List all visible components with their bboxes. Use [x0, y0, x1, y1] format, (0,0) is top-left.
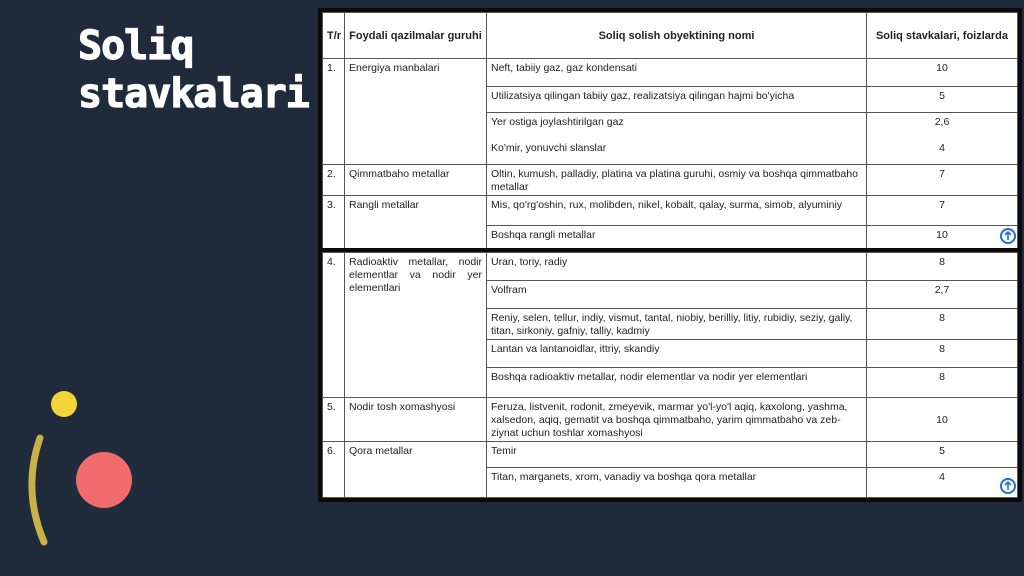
row-object: Neft, tabiiy gaz, gaz kondensati: [487, 59, 867, 87]
row-object: Lantan va lantanoidlar, ittriy, skandiy: [487, 340, 867, 368]
row-group: Qimmatbaho metallar: [345, 165, 487, 196]
row-rate: 10: [867, 226, 1018, 250]
row-object: Feruza, listvenit, rodonit, zmeyevik, marmar yo'l-yo'l aqiq, kaxolong, yashma, xalsedon, aqiq, gematit va boshqa qimmatbaho, yarim qimmatbaho va zeb-ziynat uchun toshlar xomashyosi: [487, 398, 867, 442]
table-row: [323, 398, 1018, 442]
row-group: Nodir tosh xomashyosi: [345, 398, 487, 442]
table-row: [323, 468, 1018, 498]
table-row: [323, 139, 1018, 165]
header-rate: Soliq stavkalari, foizlarda: [867, 13, 1018, 59]
tax-table-part-1: [318, 8, 1022, 254]
row-group: Qora metallar: [345, 442, 487, 468]
row-group: Rangli metallar: [345, 196, 487, 226]
row-object: Utilizatsiya qilingan tabiiy gaz, realizatsiya qilingan hajmi bo'yicha: [487, 87, 867, 113]
row-object: Mis, qo'rg'oshin, rux, molibden, nikel, kobalt, qalay, surma, simob, alyuminiy: [487, 196, 867, 226]
row-rate: 5: [867, 442, 1018, 468]
row-num: 5.: [323, 398, 345, 442]
row-rate: 10: [867, 59, 1018, 87]
row-object: Oltin, kumush, palladiy, platina va platina guruhi, osmiy va boshqa qimmatbaho metallar: [487, 165, 867, 196]
row-num: 1.: [323, 59, 345, 87]
table-row: [323, 226, 1018, 250]
header-group: Foydali qazilmalar guruhi: [345, 13, 487, 59]
row-object: Yer ostiga joylashtirilgan gaz: [487, 113, 867, 139]
row-object: Titan, marganets, xrom, vanadiy va boshqa qora metallar: [487, 468, 867, 498]
row-rate: 8: [867, 368, 1018, 398]
row-rate: 8: [867, 309, 1018, 340]
red-circle: [76, 452, 132, 508]
row-group: Radioaktiv metallar, nodir elementlar va nodir yer elementlari: [345, 253, 487, 398]
row-object: Ko'mir, yonuvchi slanslar: [487, 139, 867, 165]
row-rate: 8: [867, 340, 1018, 368]
table-row: [323, 59, 1018, 87]
decorative-shapes: [0, 380, 160, 560]
row-rate: 4: [867, 139, 1018, 165]
table-row: [323, 253, 1018, 281]
row-object: Boshqa radioaktiv metallar, nodir elementlar va nodir yer elementlari: [487, 368, 867, 398]
table-row: [323, 87, 1018, 113]
title-line-1: Soliq: [78, 23, 194, 69]
row-object: Temir: [487, 442, 867, 468]
header-num: T/r: [323, 13, 345, 59]
header-object: Soliq solish obyektining nomi: [487, 13, 867, 59]
scroll-up-icon[interactable]: [1000, 478, 1016, 494]
row-rate: 10: [867, 398, 1018, 442]
row-rate: 8: [867, 253, 1018, 281]
row-rate: 5: [867, 87, 1018, 113]
row-object: Boshqa rangli metallar: [487, 226, 867, 250]
row-num: 3.: [323, 196, 345, 226]
row-object: Volfram: [487, 281, 867, 309]
row-num: 6.: [323, 442, 345, 468]
row-rate: 4: [867, 468, 1018, 498]
row-object: Uran, toriy, radiy: [487, 253, 867, 281]
slide-title: [78, 22, 309, 118]
row-num: 4.: [323, 253, 345, 281]
table-row: [323, 165, 1018, 196]
yellow-circle: [51, 391, 77, 417]
scroll-up-icon[interactable]: [1000, 228, 1016, 244]
row-group: Energiya manbalari: [345, 59, 487, 87]
table-row: [323, 196, 1018, 226]
table-row: [323, 442, 1018, 468]
title-line-2: stavkalari: [78, 71, 309, 117]
row-rate: 7: [867, 196, 1018, 226]
row-num: 2.: [323, 165, 345, 196]
row-rate: 2,6: [867, 113, 1018, 139]
curve-stroke: [32, 438, 44, 542]
row-rate: 7: [867, 165, 1018, 196]
row-rate: 2,7: [867, 281, 1018, 309]
row-object: Reniy, selen, tellur, indiy, vismut, tantal, niobiy, berilliy, litiy, rubidiy, seziy, galiy, titan, sirkoniy, gafniy, talliy, kadmiy: [487, 309, 867, 340]
table-row: [323, 113, 1018, 139]
tax-table-part-2: [318, 248, 1022, 502]
